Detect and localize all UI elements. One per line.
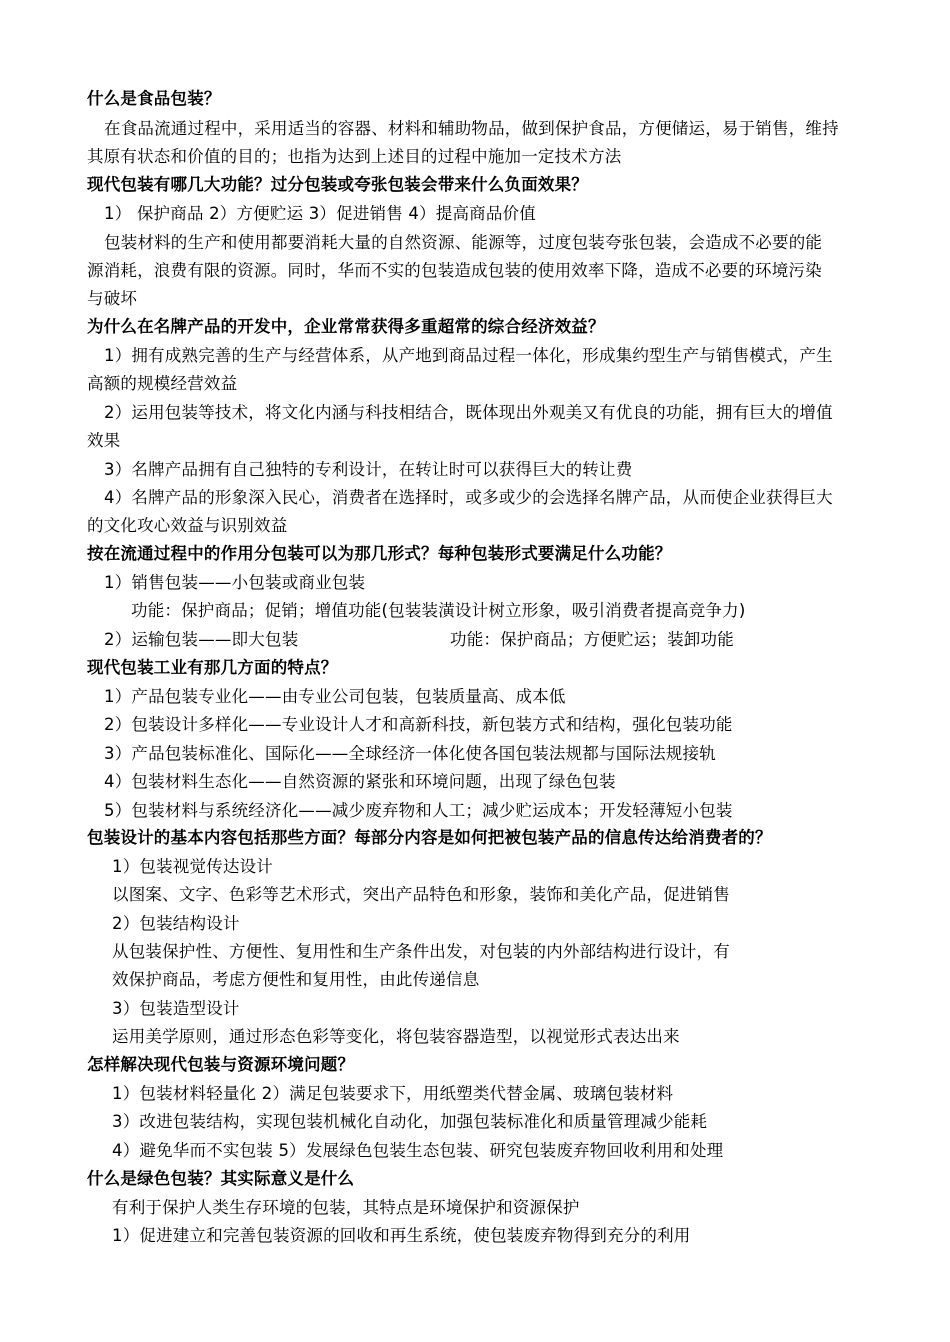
answer-text: 包装材料的生产和使用都要消耗大量的自然资源、能源等，过度包装夸张包装，会造成不必要的能 bbox=[104, 233, 823, 252]
answer-text: 运用美学原则，通过形态色彩等变化，将包装容器造型，以视觉形式表达出来 bbox=[112, 1027, 680, 1046]
answer-text: 在食品流通过程中，采用适当的容器、材料和辅助物品，做到保护食品，方便储运，易于销售，维持 bbox=[104, 119, 839, 138]
question-heading: 现代包装工业有那几方面的特点？ bbox=[87, 658, 338, 677]
answer-text: 1）包装材料轻量化 2）满足包装要求下，用纸塑类代替金属、玻璃包装材料 bbox=[112, 1084, 674, 1103]
answer-text: 功能：保护商品；促销；增值功能(包装装潢设计树立形象，吸引消费者提高竞争力) bbox=[131, 601, 746, 620]
answer-text: 与破坏 bbox=[87, 289, 138, 308]
answer-text: 3）产品包装标准化、国际化——全球经济一体化使各国包装法规都与国际法规接轨 bbox=[104, 744, 716, 763]
answer-text: 源消耗，浪费有限的资源。同时，华而不实的包装造成包装的使用效率下降，造成不必要的环境污染 bbox=[87, 261, 822, 280]
question-heading: 按在流通过程中的作用分包装可以为那几形式？每种包装形式要满足什么功能？ bbox=[87, 544, 672, 563]
answer-text: 1） 保护商品 2）方便贮运 3）促进销售 4）提高商品价值 bbox=[104, 204, 536, 223]
answer-text: 以图案、文字、色彩等艺术形式，突出产品特色和形象，装饰和美化产品，促进销售 bbox=[112, 885, 730, 904]
answer-text: 效保护商品，考虑方便性和复用性，由此传递信息 bbox=[112, 970, 480, 989]
answer-text: 1）销售包装——小包装或商业包装 bbox=[104, 573, 366, 592]
answer-text: 2）包装结构设计 bbox=[112, 914, 240, 933]
answer-text: 5）包装材料与系统经济化——减少废弃物和人工；减少贮运成本；开发轻薄短小包装 bbox=[104, 801, 733, 820]
question-heading: 什么是绿色包装？其实际意义是什么 bbox=[87, 1169, 355, 1188]
answer-text: 2）包装设计多样化——专业设计人才和高新科技，新包装方式和结构，强化包装功能 bbox=[104, 715, 733, 734]
answer-text: 2）运输包装——即大包装 bbox=[104, 630, 299, 649]
answer-text: 1）促进建立和完善包装资源的回收和再生系统，使包装废弃物得到充分的利用 bbox=[112, 1226, 691, 1245]
question-heading: 怎样解决现代包装与资源环境问题？ bbox=[87, 1055, 355, 1074]
question-heading: 什么是食品包装？ bbox=[87, 89, 221, 108]
answer-text: 3）包装造型设计 bbox=[112, 999, 240, 1018]
answer-text: 3）改进包装结构，实现包装机械化自动化，加强包装标准化和质量管理减少能耗 bbox=[112, 1112, 708, 1131]
answer-text: 2）运用包装等技术，将文化内涵与科技相结合，既体现出外观美又有优良的功能，拥有巨大的增值 bbox=[104, 403, 833, 422]
answer-text: 效果 bbox=[87, 431, 121, 450]
answer-text: 功能：保护商品；方便贮运；装卸功能 bbox=[450, 630, 734, 649]
answer-text: 的文化攻心效益与识别效益 bbox=[87, 516, 288, 535]
answer-text: 1）拥有成熟完善的生产与经营体系，从产地到商品过程一体化，形成集约型生产与销售模式，产生 bbox=[104, 346, 833, 365]
answer-text: 3）名牌产品拥有自己独特的专利设计，在转让时可以获得巨大的转让费 bbox=[104, 460, 633, 479]
answer-text: 4）避免华而不实包装 5）发展绿色包装生态包装、研究包装废弃物回收利用和处理 bbox=[112, 1141, 724, 1160]
answer-text: 4）名牌产品的形象深入民心，消费者在选择时，或多或少的会选择名牌产品，从而使企业获得巨大 bbox=[104, 488, 833, 507]
answer-text: 高额的规模经营效益 bbox=[87, 374, 238, 393]
answer-text: 1）产品包装专业化——由专业公司包装，包装质量高、成本低 bbox=[104, 687, 566, 706]
question-heading: 为什么在名牌产品的开发中，企业常常获得多重超常的综合经济效益？ bbox=[87, 317, 605, 336]
question-heading: 现代包装有哪几大功能？过分包装或夸张包装会带来什么负面效果？ bbox=[87, 175, 588, 194]
answer-text: 有利于保护人类生存环境的包装，其特点是环境保护和资源保护 bbox=[112, 1198, 580, 1217]
answer-text: 4）包装材料生态化——自然资源的紧张和环境问题，出现了绿色包装 bbox=[104, 772, 616, 791]
answer-text: 其原有状态和价值的目的；也指为达到上述目的过程中施加一定技术方法 bbox=[87, 147, 622, 166]
answer-text: 1）包装视觉传达设计 bbox=[112, 857, 273, 876]
question-heading: 包装设计的基本内容包括那些方面？每部分内容是如何把被包装产品的信息传达给消费者的？ bbox=[87, 828, 772, 847]
answer-text: 从包装保护性、方便性、复用性和生产条件出发，对包装的内外部结构进行设计，有 bbox=[112, 942, 730, 961]
